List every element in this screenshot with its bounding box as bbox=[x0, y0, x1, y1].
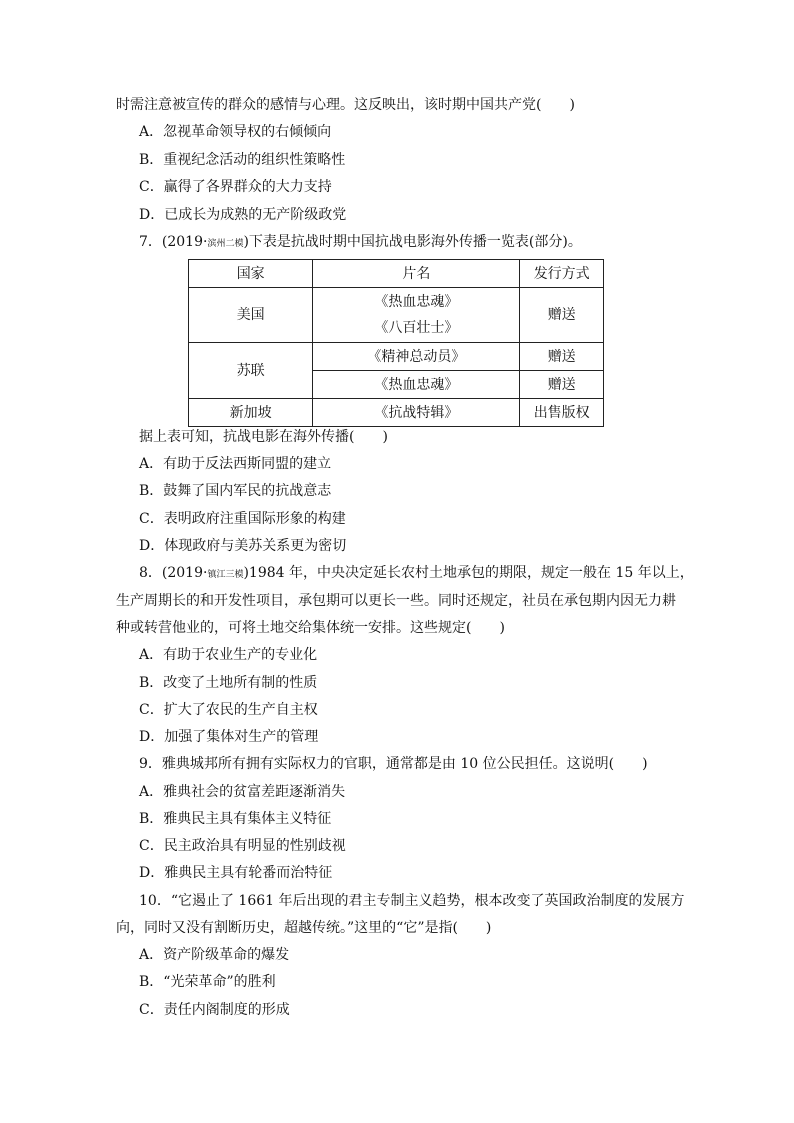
film-distribution-table bbox=[188, 259, 604, 427]
film-title: 《热血忠魂》 bbox=[374, 294, 459, 310]
cell-country-singapore: 新加坡 bbox=[189, 399, 313, 427]
q9-option-d: D．雅典民主具有轮番而治特征 bbox=[139, 865, 333, 881]
table-header-row bbox=[189, 260, 604, 288]
q10-stem-line1: 10．“它遏止了 1661 年后出现的君主专制主义趋势，根本改变了英国政治制度的发展方 bbox=[139, 893, 685, 909]
cell-method-usa: 赠送 bbox=[520, 288, 604, 343]
q9-stem: 9．雅典城邦所有拥有实际权力的官职，通常都是由 10 位公民担任。这说明( ) bbox=[139, 756, 648, 772]
cell-method-ussr-1: 赠送 bbox=[520, 343, 604, 371]
q10-option-c: C．责任内阁制度的形成 bbox=[139, 1002, 290, 1018]
table-row-ussr-1 bbox=[189, 343, 604, 371]
q9-option-b: B．雅典民主具有集体主义特征 bbox=[139, 811, 332, 827]
q9-option-a: A．雅典社会的贫富差距逐渐消失 bbox=[139, 784, 346, 800]
cell-film-ussr-2: 《热血忠魂》 bbox=[313, 371, 520, 399]
q7-option-a: A．有助于反法西斯同盟的建立 bbox=[139, 456, 332, 472]
q8-option-c: C．扩大了农民的生产自主权 bbox=[139, 702, 318, 718]
q7-number: 7．(2019· bbox=[139, 234, 208, 250]
q8-stem-text: )1984 年，中央决定延长农村土地承包的期限，规定一般在 15 年以上， bbox=[243, 565, 694, 581]
q7-option-d: D．体现政府与美苏关系更为密切 bbox=[139, 538, 347, 554]
q9-option-c: C．民主政治具有明显的性别歧视 bbox=[139, 838, 346, 854]
q8-stem-line3: 种或转营他业的，可将土地交给集体统一安排。这些规定( ) bbox=[116, 620, 505, 636]
film-title: 《八百壮士》 bbox=[374, 320, 459, 336]
q7-option-b: B．鼓舞了国内军民的抗战意志 bbox=[139, 483, 332, 499]
table-row-singapore bbox=[189, 399, 604, 427]
q8-option-a: A．有助于农业生产的专业化 bbox=[139, 647, 318, 663]
header-method: 发行方式 bbox=[520, 260, 604, 288]
q8-number: 8．(2019· bbox=[139, 565, 208, 581]
header-film: 片名 bbox=[313, 260, 520, 288]
q8-option-d: D．加强了集体对生产的管理 bbox=[139, 729, 319, 745]
prev-option-a: A．忽视革命领导权的右倾倾向 bbox=[139, 124, 332, 140]
cell-film-singapore: 《抗战特辑》 bbox=[313, 399, 520, 427]
q7-question: 据上表可知，抗战电影在海外传播( ) bbox=[139, 429, 388, 445]
cell-country-ussr: 苏联 bbox=[189, 343, 313, 399]
q7-stem bbox=[139, 233, 582, 253]
cell-films-usa bbox=[313, 288, 520, 343]
q10-option-b: B．“光荣革命”的胜利 bbox=[139, 974, 276, 990]
header-country: 国家 bbox=[189, 260, 313, 288]
cell-method-ussr-2: 赠送 bbox=[520, 371, 604, 399]
q8-option-b: B．改变了土地所有制的性质 bbox=[139, 675, 318, 691]
cell-country-usa: 美国 bbox=[189, 288, 313, 343]
cell-method-singapore: 出售版权 bbox=[520, 399, 604, 427]
q8-source: 镇江三模 bbox=[207, 570, 244, 580]
q10-stem-line2: 向，同时又没有割断历史，超越传统。”这里的“它”是指( ) bbox=[116, 920, 492, 936]
prev-option-c: C．赢得了各界群众的大力支持 bbox=[139, 179, 332, 195]
q7-source: 滨州二模 bbox=[207, 239, 244, 249]
cell-film-ussr-1: 《精神总动员》 bbox=[313, 343, 520, 371]
q8-stem-line2: 生产周期长的和开发性项目，承包期可以更长一些。同时还规定，社员在承包期内因无力耕 bbox=[116, 593, 676, 609]
prev-option-d: D．已成长为成熟的无产阶级政党 bbox=[139, 207, 347, 223]
prev-question-stem: 时需注意被宣传的群众的感情与心理。这反映出，该时期中国共产党( ) bbox=[116, 97, 575, 113]
q10-option-a: A．资产阶级革命的爆发 bbox=[139, 947, 290, 963]
q8-stem-line1 bbox=[139, 564, 694, 584]
table-row-usa bbox=[189, 288, 604, 343]
prev-option-b: B．重视纪念活动的组织性策略性 bbox=[139, 152, 346, 168]
q7-option-c: C．表明政府注重国际形象的构建 bbox=[139, 511, 346, 527]
q7-stem-text: )下表是抗战时期中国抗战电影海外传播一览表(部分)。 bbox=[243, 234, 582, 250]
